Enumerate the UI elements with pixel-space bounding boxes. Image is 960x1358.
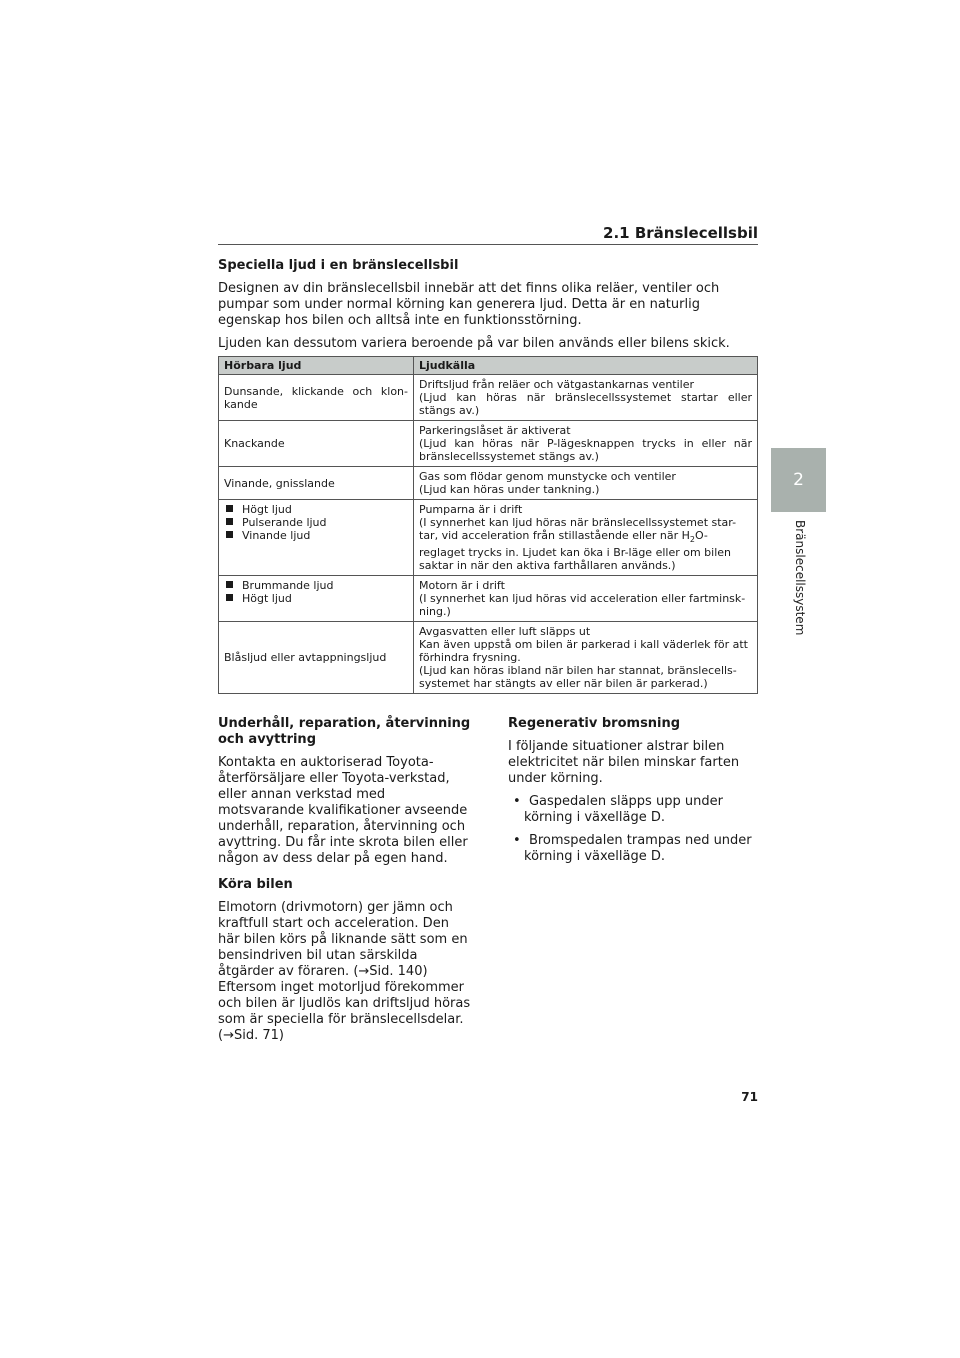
list-item: • Bromspedalen trampas ned under körning i växelläge D. <box>513 833 752 864</box>
square-bullet-icon <box>226 531 233 538</box>
table-cell: Knackande <box>219 421 414 467</box>
bullet-item <box>224 516 408 529</box>
table-cell <box>414 622 758 694</box>
table-cell: Dunsande, klickande och klon-kande <box>219 375 414 421</box>
table-header: Hörbara ljud <box>219 357 414 375</box>
header-divider <box>218 244 758 245</box>
table-row <box>219 576 758 622</box>
right-column <box>508 716 760 865</box>
chapter-tab: 2 <box>771 448 826 512</box>
sound-table-wrap <box>218 356 758 694</box>
cell-text: (I synnerhet kan ljud höras när bränslecellssystemet star-tar, vid acceleration från stillastående eller när H <box>419 516 737 542</box>
square-bullet-icon <box>226 505 233 512</box>
cell-line: (Ljud kan höras när bränslecellssystemet startar eller stängs av.) <box>419 391 752 417</box>
bullet-text: Högt ljud <box>242 592 292 606</box>
table-row <box>219 375 758 421</box>
cell-text: O-reglaget trycks in. Ljudet kan öka i Br-läge eller om bilen saktar in när den aktiva farthållaren används.) <box>419 529 732 573</box>
list-item-text: Bromspedalen trampas ned under körning i växelläge D. <box>524 833 752 864</box>
list-item-text: Gaspedalen släpps upp under körning i växelläge D. <box>524 794 723 825</box>
table-cell <box>414 375 758 421</box>
square-bullet-icon <box>226 518 233 525</box>
table-header: Ljudkälla <box>414 357 758 375</box>
driving-heading: Köra bilen <box>218 877 293 892</box>
table-header-row <box>219 357 758 375</box>
cell-line: Gas som flödar genom munstycke och ventiler <box>419 470 676 483</box>
bullet-text: Pulserande ljud <box>242 516 327 529</box>
page-number: 71 <box>741 1090 758 1104</box>
cell-line: (I synnerhet kan ljud höras vid acceleration eller fartminsk-ning.) <box>419 592 746 619</box>
intro-paragraph: Designen av din bränslecellsbil innebär att det finns olika reläer, ventiler och pumpar som under normal körning kan generera ljud. Detta är en naturlig egenskap hos bilen och alltså inte en funktionsstörning. <box>218 281 720 328</box>
cell-line: (Ljud kan höras ibland när bilen har stannat, bränslecells-systemet har stängts av eller när bilen är parkerad.) <box>419 664 737 691</box>
bullet-item <box>224 529 408 542</box>
regen-heading: Regenerativ bromsning <box>508 716 681 731</box>
regen-paragraph: I följande situationer alstrar bilen elektricitet när bilen minskar farten under körning. <box>508 739 740 786</box>
table-row <box>219 500 758 576</box>
cell-line: Avgasvatten eller luft släpps ut <box>419 625 591 639</box>
square-bullet-icon <box>226 581 233 588</box>
cell-line: Parkeringslåset är aktiverat <box>419 424 571 437</box>
chapter-label: Bränslecellssystem <box>793 520 807 636</box>
bullet-item <box>224 503 408 516</box>
cell-line: (Ljud kan höras när P-lägesknappen trycks in eller när bränslecellssystemet stängs av.) <box>419 437 752 463</box>
table-cell <box>219 500 414 576</box>
square-bullet-icon <box>226 594 233 601</box>
table-row <box>219 622 758 694</box>
bullet-text: Högt ljud <box>242 503 292 516</box>
sound-table <box>218 356 758 694</box>
intro-section <box>218 258 758 352</box>
intro-heading: Speciella ljud i en bränslecellsbil <box>218 258 459 273</box>
bullet-text: Brummande ljud <box>242 579 334 593</box>
table-cell: Vinande, gnisslande <box>219 467 414 500</box>
table-cell <box>414 576 758 622</box>
bullet-text: Vinande ljud <box>242 529 311 542</box>
table-row <box>219 421 758 467</box>
maintenance-heading: Underhåll, reparation, återvinning och avyttring <box>218 716 471 747</box>
table-cell <box>219 576 414 622</box>
table-cell: Blåsljud eller avtappningsljud <box>219 622 414 694</box>
list-item: • Gaspedalen släpps upp under körning i växelläge D. <box>513 794 723 825</box>
table-cell <box>414 467 758 500</box>
cell-line: Pumparna är i drift <box>419 503 523 516</box>
maintenance-paragraph: Kontakta en auktoriserad Toyota-återförsäljare eller Toyota-verkstad, eller annan verkstad med motsvarande kvalifikationer avseende underhåll, reparation, återvinning och avyttring. Du får inte skrota bilen eller någon av dess delar på egen hand. <box>218 755 468 866</box>
cell-line: Motorn är i drift <box>419 579 505 593</box>
table-row <box>219 467 758 500</box>
cell-line: Kan även uppstå om bilen är parkerad i kall väderlek för att förhindra frysning. <box>419 638 748 665</box>
subscript: 2 <box>689 535 695 545</box>
bullet-item <box>224 592 408 605</box>
cell-line: (Ljud kan höras under tankning.) <box>419 483 600 496</box>
driving-paragraph: Elmotorn (drivmotorn) ger jämn och kraftfull start och acceleration. Den här bilen körs på liknande sätt som en bensindriven bil utan särskilda åtgärder av föraren. (→Sid. 140) Eftersom inget motorljud förekommer och bilen är ljudlös kan driftsljud höras som är speciella för bränslecellsdelar. (→Sid. 71) <box>218 900 471 1043</box>
cell-line: Driftsljud från reläer och vätgastankarnas ventiler <box>419 378 695 391</box>
intro-paragraph-2: Ljuden kan dessutom variera beroende på var bilen används eller bilens skick. <box>218 336 730 351</box>
table-cell <box>414 500 758 576</box>
section-title: 2.1 Bränslecellsbil <box>603 224 758 242</box>
table-cell <box>414 421 758 467</box>
bullet-item <box>224 579 408 592</box>
left-column <box>218 716 471 1044</box>
cell-line <box>419 516 752 572</box>
